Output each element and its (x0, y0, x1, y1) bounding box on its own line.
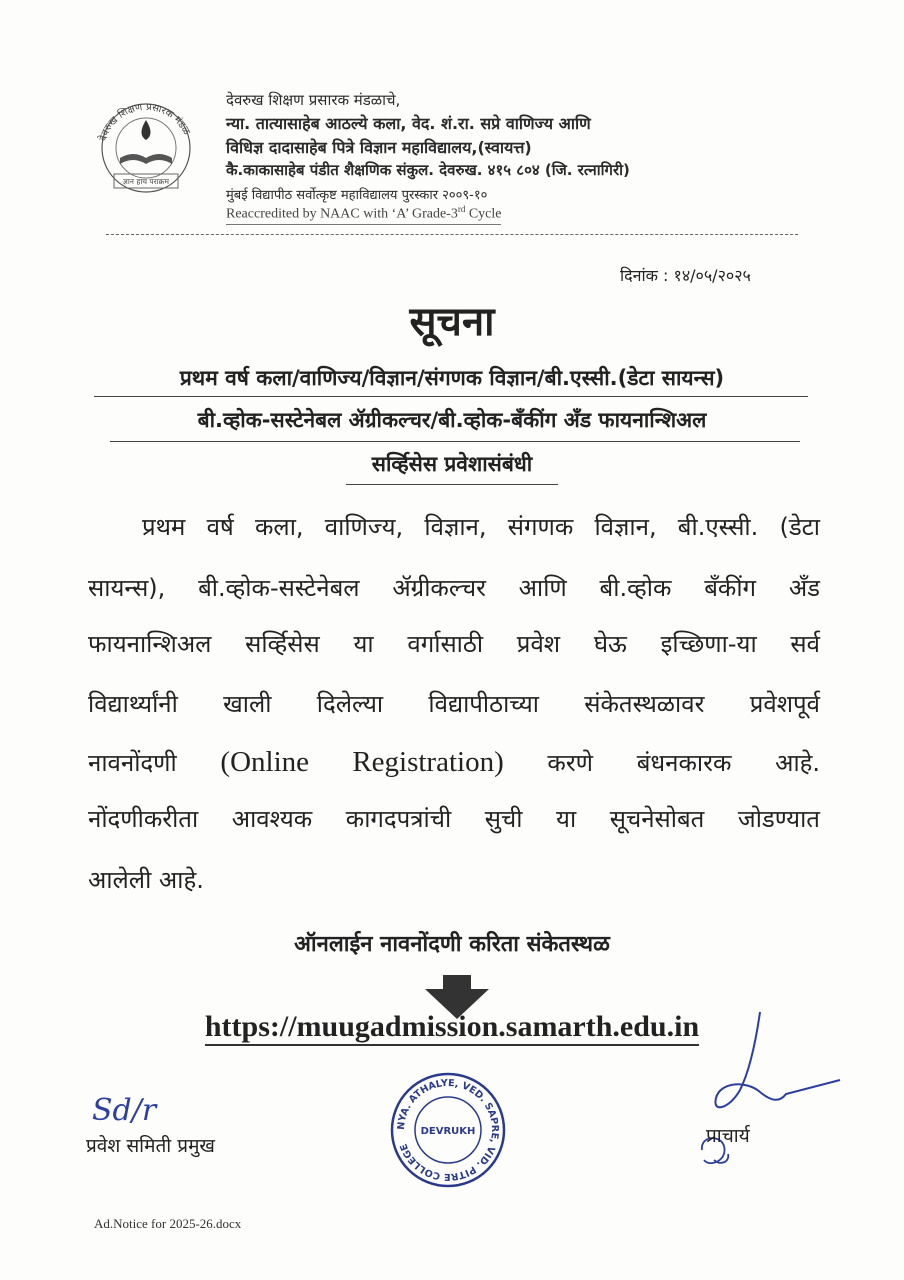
body-line-6: नोंदणीकरीता आवश्यक कागदपत्रांची सुची या सूचनेसोबत जोडण्यात (88, 805, 820, 833)
notice-title: सूचना (409, 299, 495, 345)
logo-motto: ज्ञान हाच पराक्रम (123, 177, 169, 186)
subject-line-2: बी.व्होक-सस्टेनेबल ॲग्रीकल्चर/बी.व्होक-बँकींग अँड फायनान्शिअल (197, 408, 707, 432)
logo-ring-text: देवरुख शिक्षण प्रसारक मंडळ (97, 101, 192, 143)
letterhead-divider (106, 234, 798, 235)
committee-signature-scribble: Sd/r (92, 1093, 157, 1128)
body-line-5-end: करणे बंधनकारक आहे. (503, 749, 820, 777)
online-registration-text: (Online Registration) (220, 746, 504, 778)
committee-signature (88, 1088, 208, 1128)
notice-date: दिनांक : १४/०५/२०२५ (620, 266, 751, 285)
subject-line-1: प्रथम वर्ष कला/वाणिज्य/विज्ञान/संगणक विज्ञान/बी.एस्सी.(डेटा सायन्स) (179, 366, 725, 390)
body-line-2: सायन्स), बी.व्होक-सस्टेनेबल ॲग्रीकल्चर आणि बी.व्होक बँकींग अँड (88, 574, 820, 602)
letterhead-line-2: न्या. तात्यासाहेब आठल्ये कला, वेद. शं.रा. सप्रे वाणिज्य आणि (226, 114, 591, 133)
admission-url-text[interactable]: https://muugadmission.samarth.edu.in (205, 1010, 699, 1046)
body-line-5 (88, 746, 820, 779)
college-logo (90, 92, 202, 204)
document-filename: Ad.Notice for 2025-26.docx (94, 1216, 242, 1231)
subject-underline-2 (110, 441, 800, 442)
body-line-5-start: नावनोंदणी (88, 749, 221, 777)
naac-accreditation (226, 204, 501, 225)
naac-text: Reaccredited by NAAC with ‘A’ Grade-3 (226, 206, 458, 222)
principal-label: प्राचार्य (706, 1125, 750, 1147)
naac-superscript: rd (457, 204, 466, 214)
body-line-1: प्रथम वर्ष कला, वाणिज्य, विज्ञान, संगणक विज्ञान, बी.एस्सी. (डेटा (142, 513, 820, 541)
principal-signature (690, 1010, 850, 1180)
online-registration-heading: ऑनलाईन नावनोंदणी करिता संकेतस्थळ (294, 932, 610, 957)
body-line-3: फायनान्शिअल सर्व्हिसेस या वर्गासाठी प्रवेश घेऊ इच्छिणा-या सर्व (88, 630, 820, 658)
body-line-7: आलेली आहे. (88, 866, 204, 894)
letterhead-award: मुंबई विद्यापीठ सर्वोत्कृष्ट महाविद्यालय पुरस्कार २००९-१० (226, 188, 488, 203)
subject-line-3: सर्व्हिसेस प्रवेशासंबंधी (371, 452, 533, 476)
college-seal (388, 1070, 508, 1190)
letterhead-line-3: विधिज्ञ दादासाहेब पित्रे विज्ञान महाविद्यालय,(स्वायत्त) (226, 138, 532, 157)
seal-ring-text: NYA. ATHALYE, VED. SAPRE, VID. PITRE COLLEGE (395, 1077, 501, 1183)
letterhead-line-1: देवरुख शिक्षण प्रसारक मंडळाचे, (226, 91, 401, 109)
admission-committee-head-label: प्रवेश समिती प्रमुख (86, 1135, 215, 1157)
naac-suffix: Cycle (465, 206, 502, 222)
seal-center-text: DEVRUKH (420, 1126, 476, 1137)
letterhead-address: कै.काकासाहेब पंडीत शैक्षणिक संकुल. देवरुख. ४१५ ८०४ (जि. रत्नागिरी) (226, 161, 630, 179)
subject-underline-3 (346, 484, 558, 485)
body-line-4: विद्यार्थ्यांनी खाली दिलेल्या विद्यापीठाच्या संकेतस्थळावर प्रवेशपूर्व (88, 690, 820, 718)
subject-underline-1 (94, 396, 808, 397)
